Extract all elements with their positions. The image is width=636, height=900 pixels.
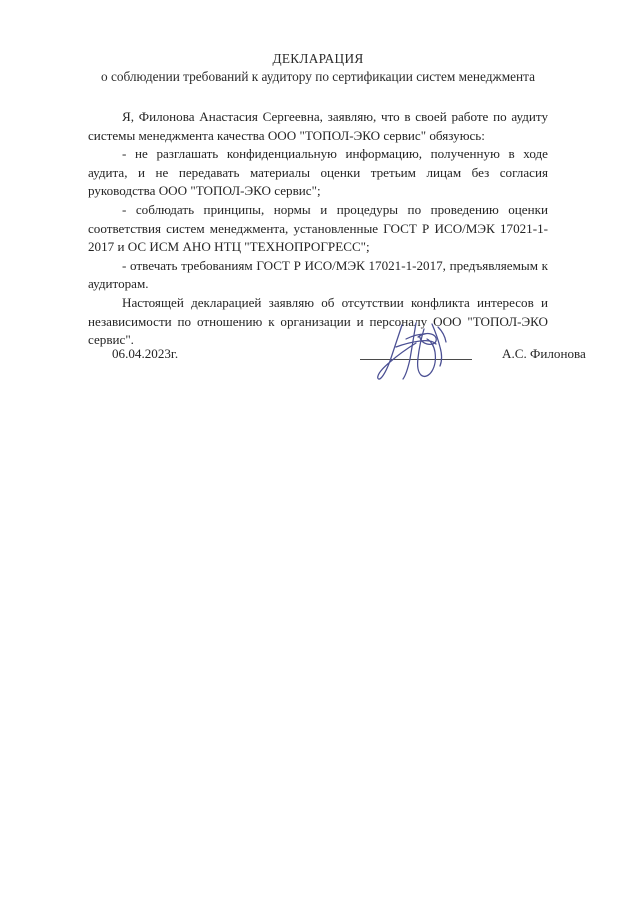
signature-line-area — [360, 345, 472, 363]
paragraph-auditor-requirements-clause: - отвечать требованиям ГОСТ Р ИСО/МЭК 17021-1-2017, предъявляемым к аудиторам. — [88, 257, 548, 292]
signer-name: А.С. Филонова — [502, 346, 586, 361]
paragraph-conflict-of-interest: Настоящей декларацией заявляю об отсутствии конфликта интересов и независимости по отношению к организации и персоналу ООО "ТОПОЛ-ЭКО сервис". — [88, 294, 548, 348]
page-subtitle: о соблюдении требований к аудитору по сертификации систем менеджмента — [100, 69, 536, 84]
signature-block — [88, 345, 596, 365]
paragraph-standards-clause: - соблюдать принципы, нормы и процедуры по проведению оценки соответствия систем менеджмента, установленные ГОСТ Р ИСО/МЭК 17021-1-2017 и ОС ИСМ АНО НТЦ "ТЕХНОПРОГРЕСС"; — [88, 201, 548, 255]
page-title: ДЕКЛАРАЦИЯ — [272, 51, 364, 66]
paragraph-declaration-opening: Я, Филонова Анастасия Сергеевна, заявляю, что в своей работе по аудиту системы менеджмента качества ООО "ТОПОЛ-ЭКО сервис" обязуюсь: — [88, 109, 548, 143]
paragraph-confidentiality-clause: - не разглашать конфиденциальную информацию, полученную в ходе аудита, и не передавать материалы оценки третьим лицам без согласия руководства ООО "ТОПОЛ-ЭКО сервис"; — [88, 146, 548, 199]
document-heading — [60, 50, 576, 85]
signature-line — [360, 359, 472, 360]
signature-date: 06.04.2023г. — [112, 346, 179, 361]
document-body — [88, 108, 548, 350]
